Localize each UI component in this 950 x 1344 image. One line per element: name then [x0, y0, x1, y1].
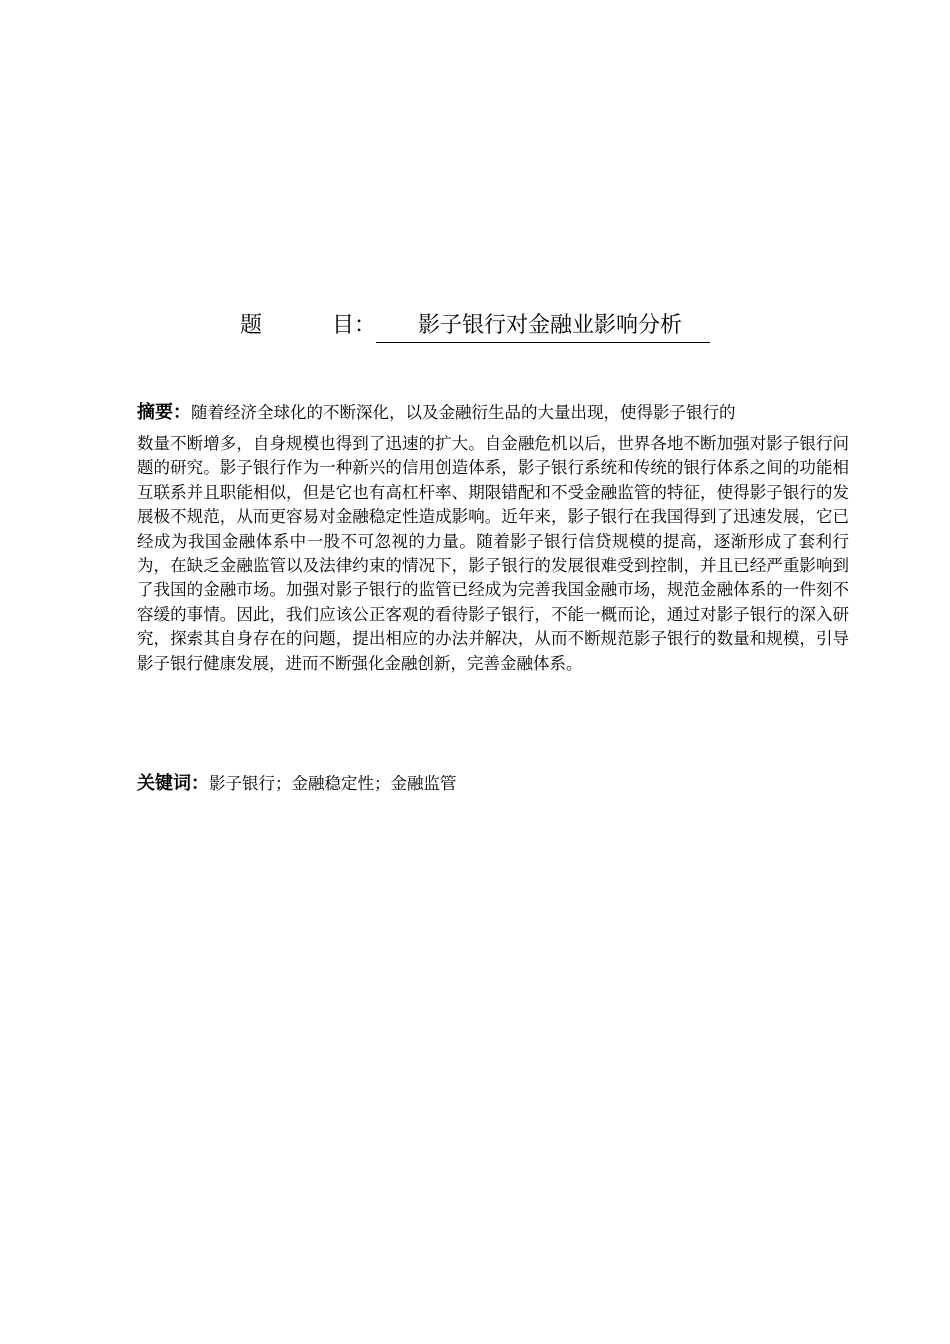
abstract-first-line: [137, 398, 849, 428]
keywords-value: 影子银行；金融稳定性；金融监管: [209, 774, 457, 793]
keywords-section: [137, 770, 457, 798]
title-label: [240, 313, 376, 338]
title-label-char-1: 题: [239, 313, 262, 338]
abstract-body: 数量不断增多，自身规模也得到了迅速的扩大。自金融危机以后，世界各地不断加强对影子银行问题的研究。影子银行作为一种新兴的信用创造体系，影子银行系统和传统的银行体系之间的功能相互联系并且职能相似，但是它也有高杠杆率、期限错配和不受金融监管的特征，使得影子银行的发展极不规范，从而更容易对金融稳定性造成影响。近年来，影子银行在我国得到了迅速发展，它已经成为我国金融体系中一股不可忽视的力量。随着影子银行信贷规模的提高，逐渐形成了套利行为，在缺乏金融监管以及法律约束的情况下，影子银行的发展很难受到控制，并且已经严重影响到了我国的金融市场。加强对影子银行的监管已经成为完善我国金融市场，规范金融体系的一件刻不容缓的事情。因此，我们应该公正客观的看待影子银行，不能一概而论，通过对影子银行的深入研究，探索其自身存在的问题，提出相应的办法并解决，从而不断规范影子银行的数量和规模，引导影子银行健康发展，进而不断强化金融创新，完善金融体系。: [137, 434, 849, 673]
title-label-char-2: 目：: [331, 313, 376, 338]
keywords-label: 关键词：: [137, 773, 209, 794]
thesis-title: 影子银行对金融业影响分析: [376, 310, 710, 343]
abstract-label: 摘要：: [137, 402, 191, 423]
abstract-first-text: 随着经济全球化的不断深化，以及金融衍生品的大量出现，使得影子银行的: [191, 403, 736, 422]
abstract-section: [137, 398, 849, 676]
thesis-title-row: [0, 308, 950, 344]
